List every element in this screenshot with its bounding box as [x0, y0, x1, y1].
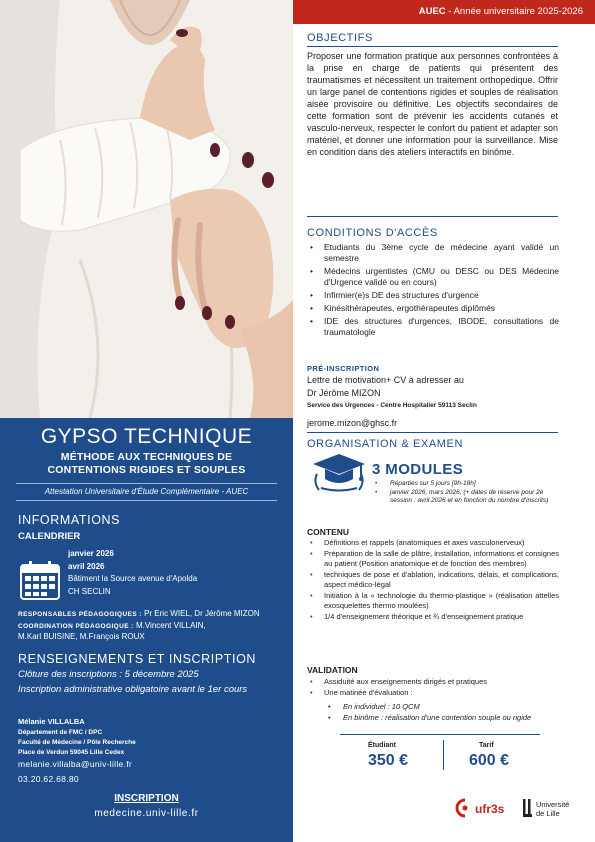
contact-faculty: Faculté de Médecine / Pôle Recherche	[18, 739, 136, 746]
list-item: • Infirmier(e)s DE des structures d'urgence	[307, 290, 559, 301]
website-link[interactable]: medecine.univ-lille.fr	[94, 808, 199, 819]
logos	[455, 796, 573, 825]
list-item: • Etudiants du 3ème cycle de médecine ayant validé un semestre	[307, 242, 559, 264]
preinscription-heading: PRÉ-INSCRIPTION	[307, 364, 380, 373]
ufr3s-logo	[457, 800, 505, 816]
responsables-label: RESPONSABLES PÉDAGOGIQUES :	[18, 611, 142, 618]
course-subtitle	[0, 451, 293, 477]
list-item: • Réparties sur 5 jours [9h-18h]	[373, 480, 553, 489]
price-label-student: Étudiant	[368, 742, 396, 749]
list-item: • techniques de pose et d'ablation, indications, délais, et complications, aspect médico-légal	[307, 570, 559, 590]
admin-notice: Inscription administrative obligatoire avant le 1er cours	[18, 684, 248, 695]
calendrier-heading: CALENDRIER	[18, 531, 81, 542]
conditions-list	[307, 242, 559, 340]
coordination-label: COORDINATION PÉDAGOGIQUE :	[18, 622, 134, 630]
divider	[307, 216, 558, 217]
list-item: • Préparation de la salle de plâtre, installation, informations et consignes au patient (Position anatomique et de fonction des membres)	[307, 549, 559, 569]
contenu-heading: CONTENU	[307, 527, 350, 537]
list-item: • IDE des structures d'urgences, IBODE, consultations de traumatologie	[307, 316, 559, 338]
calendar-icon	[20, 560, 60, 605]
price-student: 350 €	[368, 752, 409, 769]
svg-text:Université: Université	[536, 800, 570, 809]
validation-heading: VALIDATION	[307, 665, 358, 675]
calendar-date-1: janvier 2026	[68, 549, 114, 558]
list-item: • Définitions et rappels (anatomiques et axes vasculonerveux)	[307, 538, 559, 548]
informations-heading: INFORMATIONS	[18, 513, 121, 527]
banner-year: - Année universitaire 2025-2026	[445, 6, 583, 17]
year-banner	[293, 0, 595, 24]
divider	[340, 734, 540, 735]
validation-list	[307, 677, 559, 699]
svg-text:ufr3s: ufr3s	[475, 802, 505, 816]
price-tarif: 600 €	[469, 752, 510, 769]
coordination-names-2: M.Karl BUISINE, M.François ROUX	[18, 632, 145, 641]
course-title: GYPSO TECHNIQUE	[40, 425, 253, 448]
list-item: • En binôme : réalisation d'une contention souple ou rigide	[325, 712, 565, 723]
divider	[307, 46, 558, 47]
list-item: • 1/4 d'enseignement théorique et ¾ d'enseignement pratique	[307, 612, 559, 622]
divider	[443, 740, 444, 770]
preinscription-line-1: Lettre de motivation+ CV à adresser au	[307, 375, 464, 385]
organisation-heading: ORGANISATION & EXAMEN	[307, 438, 464, 450]
contact-name: Mélanie VILLALBA	[18, 717, 85, 726]
divider	[16, 483, 277, 484]
conditions-heading: CONDITIONS D'ACCÈS	[307, 227, 438, 239]
closing-date: Clôture des inscriptions : 5 décembre 2025	[18, 669, 199, 680]
preinscription-line-2: Dr Jérôme MIZON	[307, 388, 381, 398]
subtitle-line-2: CONTENTIONS RIGIDES ET SOUPLES	[47, 464, 246, 476]
divider	[307, 432, 558, 433]
list-item: • Initiation à la « technologie du thermo-plastique » (réalisation attelles exosquelettes thermo moulées)	[307, 591, 559, 611]
left-column	[0, 0, 293, 842]
renseignements-heading: RENSEIGNEMENTS ET INSCRIPTION	[18, 652, 257, 666]
calendar-date-2: avril 2026	[68, 562, 105, 571]
banner-auec: AUEC	[418, 6, 446, 17]
coordination-names: M.Vincent VILLAIN,	[133, 620, 206, 630]
inscription-link[interactable]: INSCRIPTION	[114, 793, 179, 804]
preinscription-email[interactable]: jerome.mizon@ghsc.fr	[307, 418, 398, 428]
cover-photo	[0, 0, 293, 418]
list-item: • janvier 2026, mars 2026, (+ dates de réserve pour 2è session : avril 2026 et en fonction du nombre d'inscrits)	[373, 489, 553, 506]
price-label-tarif: Tarif	[479, 742, 494, 749]
contact-email[interactable]: melanie.villalba@univ-lille.fr	[18, 759, 133, 769]
list-item: • Une matinée d'évaluation :	[307, 688, 559, 698]
list-item: • Kinésithérapeutes, ergothérapeutes diplômés	[307, 303, 559, 314]
calendar-location: Bâtiment la Source avenue d'Apolda	[68, 574, 198, 583]
subtitle-line-1: MÉTHODE AUX TECHNIQUES DE	[60, 451, 233, 463]
calendar-site: CH SECLIN	[68, 587, 111, 596]
contact-address: Place de Verdun 59045 Lille Cedex	[18, 749, 125, 756]
attestation-label: Attestation Universitaire d'Étude Complémentaire - AUEC	[44, 487, 249, 496]
divider	[16, 500, 277, 501]
contenu-list	[307, 538, 559, 623]
preinscription-service: Service des Urgences - Centre Hospitalier 59113 Seclin	[307, 402, 477, 409]
responsables-names: Pr Eric WIEL, Dr Jérôme MIZON	[141, 609, 260, 618]
info-panel	[0, 418, 293, 842]
objectifs-text: Proposer une formation pratique aux personnes confrontées à la prise en charge de patients qui présentent des traumatismes et nécessitent un traitement orthopédique. Offrir un large panel de contentions rigides et souples de réalisation aisée provisoire ou définitive. Les objectifs secondaires de cette formation sont de prévenir les accidents cutanés et vasculo-nerveux, respecter le confort du patient et adapter son matériel, et donner une information pour la surveillance. Mise en condition dans des ateliers interactifs en binôme.	[307, 51, 558, 157]
svg-text:de Lille: de Lille	[536, 809, 560, 818]
responsables	[18, 609, 283, 643]
modules-list	[373, 480, 553, 506]
objectifs-heading: OBJECTIFS	[307, 32, 373, 44]
list-item: • Médecins urgentistes (CMU ou DESC ou DES Médecine d'Urgence validé ou en cours)	[307, 266, 559, 288]
contact-department: Département de FMC / DPC	[18, 729, 103, 736]
graduation-cap-icon	[311, 452, 367, 497]
universite-de-lille-logo	[523, 799, 569, 818]
list-item: • En individuel : 10 QCM	[325, 701, 565, 712]
list-item: • Assiduité aux enseignements dirigés et pratiques	[307, 677, 559, 687]
contact-phone: 03.20.62.68.80	[18, 774, 79, 784]
validation-sublist	[325, 701, 565, 723]
modules-count: 3 MODULES	[372, 461, 464, 478]
